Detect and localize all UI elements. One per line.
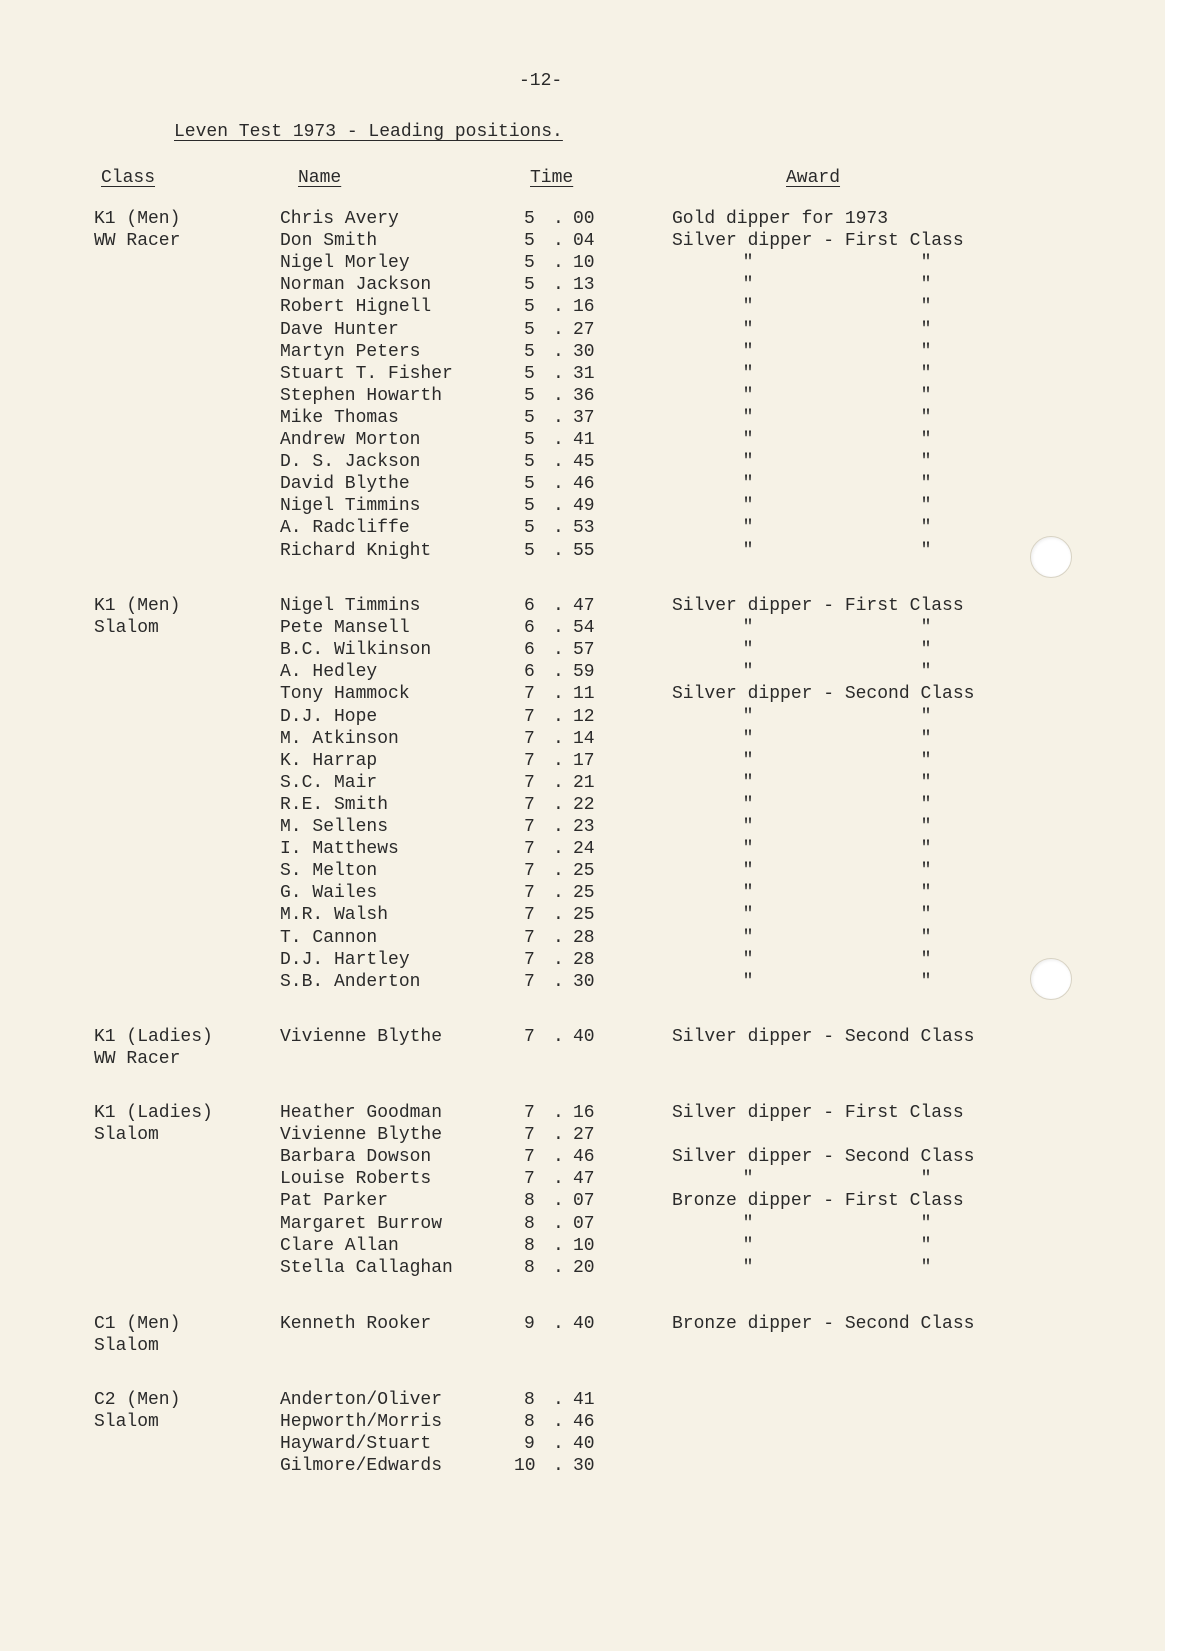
ditto-mark: " xyxy=(920,319,932,340)
time-minutes: 7 xyxy=(524,927,535,948)
competitor-name: Barbara Dowson xyxy=(280,1147,432,1168)
time-seconds: 25 xyxy=(573,883,595,904)
time-minutes: 7 xyxy=(524,750,535,771)
ditto-mark: " xyxy=(742,363,754,384)
competitor-name: Margaret Burrow xyxy=(280,1213,443,1234)
time-seconds: 10 xyxy=(573,253,595,274)
competitor-name: Vivienne Blythe xyxy=(280,1125,443,1146)
time-separator: . xyxy=(553,430,564,450)
time-separator: . xyxy=(553,662,564,683)
class-label: K1 (Men) xyxy=(94,209,181,229)
time-seconds: 30 xyxy=(573,341,595,362)
time-seconds: 22 xyxy=(573,794,595,815)
time-minutes: 7 xyxy=(524,839,535,860)
time-minutes: 6 xyxy=(524,618,535,639)
time-minutes: 5 xyxy=(524,275,535,296)
time-minutes: 5 xyxy=(524,253,535,274)
ditto-mark: " xyxy=(742,540,754,561)
competitor-name: Hayward/Stuart xyxy=(280,1434,432,1455)
time-separator: . xyxy=(553,385,564,406)
competitor-name: M.R. Walsh xyxy=(280,905,389,926)
time-separator: . xyxy=(553,297,564,318)
competitor-name: Stella Callaghan xyxy=(280,1257,453,1278)
time-separator: . xyxy=(553,596,564,616)
time-separator: . xyxy=(553,518,564,539)
time-minutes: 8 xyxy=(524,1412,535,1433)
time-minutes: 7 xyxy=(524,883,535,904)
time-separator: . xyxy=(553,1314,564,1334)
ditto-mark: " xyxy=(742,794,754,815)
time-minutes: 5 xyxy=(524,430,535,450)
time-minutes: 8 xyxy=(524,1235,535,1256)
competitor-name: Pete Mansell xyxy=(280,618,410,639)
header-award: Award xyxy=(786,168,841,188)
competitor-name: B.C. Wilkinson xyxy=(280,640,432,661)
time-minutes: 7 xyxy=(524,1027,535,1047)
ditto-mark: " xyxy=(742,905,754,926)
class-label: WW Racer xyxy=(94,1049,181,1070)
time-seconds: 13 xyxy=(573,275,595,296)
time-seconds: 27 xyxy=(573,319,595,340)
competitor-name: Louise Roberts xyxy=(280,1169,432,1190)
ditto-mark: " xyxy=(920,341,932,362)
time-seconds: 37 xyxy=(573,407,595,428)
ditto-mark: " xyxy=(920,496,932,517)
time-separator: . xyxy=(553,540,564,561)
time-separator: . xyxy=(553,861,564,882)
time-minutes: 7 xyxy=(524,772,535,793)
time-seconds: 07 xyxy=(573,1191,595,1212)
competitor-name: Andrew Morton xyxy=(280,430,421,450)
time-minutes: 5 xyxy=(524,319,535,340)
time-seconds: 40 xyxy=(573,1027,595,1047)
competitor-name: Dave Hunter xyxy=(280,319,399,340)
class-label: K1 (Ladies) xyxy=(94,1027,213,1047)
ditto-mark: " xyxy=(742,319,754,340)
competitor-name: Nigel Morley xyxy=(280,253,410,274)
competitor-name: Nigel Timmins xyxy=(280,596,421,616)
competitor-name: Stuart T. Fisher xyxy=(280,363,453,384)
time-minutes: 7 xyxy=(524,971,535,992)
ditto-mark: " xyxy=(742,927,754,948)
ditto-mark: " xyxy=(920,540,932,561)
class-label: K1 (Ladies) xyxy=(94,1103,213,1123)
time-separator: . xyxy=(553,275,564,296)
ditto-mark: " xyxy=(920,640,932,661)
time-seconds: 54 xyxy=(573,618,595,639)
time-seconds: 16 xyxy=(573,1103,595,1123)
time-minutes: 7 xyxy=(524,1147,535,1168)
ditto-mark: " xyxy=(742,518,754,539)
time-separator: . xyxy=(553,231,564,252)
time-separator: . xyxy=(553,927,564,948)
header-class: Class xyxy=(101,168,156,188)
time-minutes: 5 xyxy=(524,540,535,561)
time-seconds: 40 xyxy=(573,1314,595,1334)
ditto-mark: " xyxy=(920,817,932,837)
ditto-mark: " xyxy=(920,1213,932,1234)
class-label: C1 (Men) xyxy=(94,1314,181,1334)
time-minutes: 7 xyxy=(524,1169,535,1190)
time-seconds: 30 xyxy=(573,971,595,992)
award-text: Silver dipper - Second Class xyxy=(672,1027,975,1047)
competitor-name: Pat Parker xyxy=(280,1191,389,1212)
time-minutes: 7 xyxy=(524,1103,535,1123)
ditto-mark: " xyxy=(920,839,932,860)
competitor-name: Clare Allan xyxy=(280,1235,399,1256)
time-minutes: 8 xyxy=(524,1213,535,1234)
time-separator: . xyxy=(553,1390,564,1410)
page-title: Leven Test 1973 - Leading positions. xyxy=(174,122,563,142)
time-seconds: 47 xyxy=(573,596,595,616)
ditto-mark: " xyxy=(742,1257,754,1278)
time-seconds: 30 xyxy=(573,1456,595,1477)
ditto-mark: " xyxy=(742,618,754,639)
ditto-mark: " xyxy=(920,430,932,450)
ditto-mark: " xyxy=(742,275,754,296)
ditto-mark: " xyxy=(920,905,932,926)
competitor-name: S.B. Anderton xyxy=(280,971,421,992)
ditto-mark: " xyxy=(920,253,932,274)
ditto-mark: " xyxy=(742,385,754,406)
time-seconds: 53 xyxy=(573,518,595,539)
time-separator: . xyxy=(553,1103,564,1123)
time-separator: . xyxy=(553,319,564,340)
award-text: Silver dipper - First Class xyxy=(672,231,964,252)
time-separator: . xyxy=(553,407,564,428)
time-seconds: 14 xyxy=(573,728,595,749)
time-separator: . xyxy=(553,640,564,661)
time-separator: . xyxy=(553,474,564,495)
ditto-mark: " xyxy=(920,750,932,771)
award-text: Silver dipper - Second Class xyxy=(672,1147,975,1168)
time-seconds: 55 xyxy=(573,540,595,561)
ditto-mark: " xyxy=(742,640,754,661)
time-minutes: 8 xyxy=(524,1191,535,1212)
time-seconds: 20 xyxy=(573,1257,595,1278)
time-separator: . xyxy=(553,817,564,837)
class-label: C2 (Men) xyxy=(94,1390,181,1410)
ditto-mark: " xyxy=(742,297,754,318)
class-label: Slalom xyxy=(94,1412,159,1433)
time-seconds: 24 xyxy=(573,839,595,860)
time-separator: . xyxy=(553,1147,564,1168)
time-minutes: 5 xyxy=(524,341,535,362)
time-minutes: 5 xyxy=(524,518,535,539)
time-minutes: 7 xyxy=(524,728,535,749)
time-minutes: 6 xyxy=(524,640,535,661)
ditto-mark: " xyxy=(920,452,932,473)
time-separator: . xyxy=(553,253,564,274)
ditto-mark: " xyxy=(742,253,754,274)
competitor-name: David Blythe xyxy=(280,474,410,495)
competitor-name: Hepworth/Morris xyxy=(280,1412,443,1433)
ditto-mark: " xyxy=(920,1257,932,1278)
competitor-name: M. Sellens xyxy=(280,817,389,837)
time-seconds: 10 xyxy=(573,1235,595,1256)
time-separator: . xyxy=(553,452,564,473)
time-minutes: 9 xyxy=(524,1314,535,1334)
time-separator: . xyxy=(553,839,564,860)
competitor-name: Norman Jackson xyxy=(280,275,432,296)
time-seconds: 46 xyxy=(573,1147,595,1168)
time-minutes: 7 xyxy=(524,706,535,727)
ditto-mark: " xyxy=(742,407,754,428)
competitor-name: Chris Avery xyxy=(280,209,399,229)
time-seconds: 12 xyxy=(573,706,595,727)
class-label: Slalom xyxy=(94,618,159,639)
ditto-mark: " xyxy=(742,1235,754,1256)
ditto-mark: " xyxy=(742,728,754,749)
punch-hole xyxy=(1030,536,1072,578)
time-separator: . xyxy=(553,772,564,793)
time-seconds: 11 xyxy=(573,684,595,705)
ditto-mark: " xyxy=(742,817,754,837)
time-minutes: 5 xyxy=(524,209,535,229)
ditto-mark: " xyxy=(742,430,754,450)
time-separator: . xyxy=(553,706,564,727)
time-separator: . xyxy=(553,684,564,705)
time-separator: . xyxy=(553,1125,564,1146)
ditto-mark: " xyxy=(742,772,754,793)
ditto-mark: " xyxy=(920,971,932,992)
award-text: Bronze dipper - First Class xyxy=(672,1191,964,1212)
competitor-name: Don Smith xyxy=(280,231,378,252)
time-seconds: 45 xyxy=(573,452,595,473)
time-minutes: 5 xyxy=(524,297,535,318)
time-separator: . xyxy=(553,794,564,815)
time-minutes: 5 xyxy=(524,363,535,384)
time-seconds: 41 xyxy=(573,1390,595,1410)
time-separator: . xyxy=(553,728,564,749)
header-name: Name xyxy=(298,168,342,188)
competitor-name: G. Wailes xyxy=(280,883,378,904)
time-separator: . xyxy=(553,1027,564,1047)
award-text: Silver dipper - First Class xyxy=(672,596,964,616)
time-separator: . xyxy=(553,1169,564,1190)
competitor-name: Vivienne Blythe xyxy=(280,1027,443,1047)
time-minutes: 7 xyxy=(524,1125,535,1146)
time-seconds: 36 xyxy=(573,385,595,406)
time-seconds: 59 xyxy=(573,662,595,683)
competitor-name: R.E. Smith xyxy=(280,794,389,815)
ditto-mark: " xyxy=(920,518,932,539)
time-seconds: 28 xyxy=(573,949,595,970)
time-separator: . xyxy=(553,883,564,904)
class-label: Slalom xyxy=(94,1125,159,1146)
ditto-mark: " xyxy=(920,883,932,904)
competitor-name: I. Matthews xyxy=(280,839,399,860)
ditto-mark: " xyxy=(742,1213,754,1234)
time-seconds: 40 xyxy=(573,1434,595,1455)
competitor-name: M. Atkinson xyxy=(280,728,399,749)
time-separator: . xyxy=(553,1434,564,1455)
time-minutes: 5 xyxy=(524,407,535,428)
time-separator: . xyxy=(553,618,564,639)
time-minutes: 7 xyxy=(524,861,535,882)
time-seconds: 04 xyxy=(573,231,595,252)
competitor-name: A. Radcliffe xyxy=(280,518,410,539)
competitor-name: Mike Thomas xyxy=(280,407,399,428)
time-minutes: 9 xyxy=(524,1434,535,1455)
ditto-mark: " xyxy=(920,1235,932,1256)
time-minutes: 7 xyxy=(524,949,535,970)
time-seconds: 49 xyxy=(573,496,595,517)
award-text: Gold dipper for 1973 xyxy=(672,209,889,229)
time-seconds: 16 xyxy=(573,297,595,318)
competitor-name: Kenneth Rooker xyxy=(280,1314,432,1334)
competitor-name: D. S. Jackson xyxy=(280,452,421,473)
ditto-mark: " xyxy=(742,839,754,860)
ditto-mark: " xyxy=(742,662,754,683)
time-seconds: 27 xyxy=(573,1125,595,1146)
ditto-mark: " xyxy=(920,1169,932,1190)
time-seconds: 28 xyxy=(573,927,595,948)
ditto-mark: " xyxy=(920,861,932,882)
competitor-name: Stephen Howarth xyxy=(280,385,443,406)
ditto-mark: " xyxy=(742,474,754,495)
ditto-mark: " xyxy=(920,728,932,749)
time-seconds: 07 xyxy=(573,1213,595,1234)
time-minutes: 10 xyxy=(514,1456,536,1477)
competitor-name: S.C. Mair xyxy=(280,772,378,793)
ditto-mark: " xyxy=(742,1169,754,1190)
time-seconds: 23 xyxy=(573,817,595,837)
time-seconds: 17 xyxy=(573,750,595,771)
time-separator: . xyxy=(553,1235,564,1256)
ditto-mark: " xyxy=(742,883,754,904)
award-text: Bronze dipper - Second Class xyxy=(672,1314,975,1334)
time-seconds: 46 xyxy=(573,474,595,495)
competitor-name: D.J. Hope xyxy=(280,706,378,727)
time-seconds: 21 xyxy=(573,772,595,793)
ditto-mark: " xyxy=(920,772,932,793)
competitor-name: Heather Goodman xyxy=(280,1103,443,1123)
time-minutes: 7 xyxy=(524,794,535,815)
competitor-name: D.J. Hartley xyxy=(280,949,410,970)
time-minutes: 6 xyxy=(524,662,535,683)
time-separator: . xyxy=(553,971,564,992)
competitor-name: Nigel Timmins xyxy=(280,496,421,517)
time-minutes: 8 xyxy=(524,1257,535,1278)
time-separator: . xyxy=(553,1191,564,1212)
ditto-mark: " xyxy=(920,927,932,948)
time-minutes: 5 xyxy=(524,452,535,473)
time-seconds: 57 xyxy=(573,640,595,661)
time-seconds: 31 xyxy=(573,363,595,384)
time-minutes: 7 xyxy=(524,684,535,705)
ditto-mark: " xyxy=(920,949,932,970)
time-separator: . xyxy=(553,341,564,362)
time-separator: . xyxy=(553,905,564,926)
ditto-mark: " xyxy=(920,385,932,406)
ditto-mark: " xyxy=(742,750,754,771)
ditto-mark: " xyxy=(742,341,754,362)
competitor-name: Gilmore/Edwards xyxy=(280,1456,443,1477)
time-minutes: 7 xyxy=(524,817,535,837)
competitor-name: Martyn Peters xyxy=(280,341,421,362)
time-seconds: 25 xyxy=(573,905,595,926)
award-text: Silver dipper - First Class xyxy=(672,1103,964,1123)
time-separator: . xyxy=(553,1213,564,1234)
time-separator: . xyxy=(553,363,564,384)
ditto-mark: " xyxy=(920,794,932,815)
time-minutes: 6 xyxy=(524,596,535,616)
ditto-mark: " xyxy=(742,861,754,882)
award-text: Silver dipper - Second Class xyxy=(672,684,975,705)
time-minutes: 5 xyxy=(524,474,535,495)
time-separator: . xyxy=(553,209,564,229)
time-minutes: 5 xyxy=(524,496,535,517)
class-label: WW Racer xyxy=(94,231,181,252)
competitor-name: Anderton/Oliver xyxy=(280,1390,443,1410)
competitor-name: K. Harrap xyxy=(280,750,378,771)
time-separator: . xyxy=(553,750,564,771)
ditto-mark: " xyxy=(920,662,932,683)
ditto-mark: " xyxy=(920,407,932,428)
ditto-mark: " xyxy=(920,275,932,296)
ditto-mark: " xyxy=(742,949,754,970)
ditto-mark: " xyxy=(920,706,932,727)
time-separator: . xyxy=(553,1456,564,1477)
competitor-name: T. Cannon xyxy=(280,927,378,948)
competitor-name: Tony Hammock xyxy=(280,684,410,705)
competitor-name: A. Hedley xyxy=(280,662,378,683)
time-seconds: 41 xyxy=(573,430,595,450)
time-separator: . xyxy=(553,1412,564,1433)
time-separator: . xyxy=(553,1257,564,1278)
ditto-mark: " xyxy=(742,706,754,727)
ditto-mark: " xyxy=(920,363,932,384)
time-minutes: 7 xyxy=(524,905,535,926)
page-number: -12- xyxy=(519,71,563,91)
ditto-mark: " xyxy=(742,971,754,992)
class-label: K1 (Men) xyxy=(94,596,181,616)
time-separator: . xyxy=(553,496,564,517)
time-seconds: 00 xyxy=(573,209,595,229)
class-label: Slalom xyxy=(94,1336,159,1357)
ditto-mark: " xyxy=(920,297,932,318)
ditto-mark: " xyxy=(920,618,932,639)
time-seconds: 46 xyxy=(573,1412,595,1433)
competitor-name: Robert Hignell xyxy=(280,297,432,318)
competitor-name: S. Melton xyxy=(280,861,378,882)
time-separator: . xyxy=(553,949,564,970)
ditto-mark: " xyxy=(742,452,754,473)
ditto-mark: " xyxy=(920,474,932,495)
time-minutes: 5 xyxy=(524,231,535,252)
time-seconds: 47 xyxy=(573,1169,595,1190)
competitor-name: Richard Knight xyxy=(280,540,432,561)
punch-hole xyxy=(1030,958,1072,1000)
ditto-mark: " xyxy=(742,496,754,517)
header-time: Time xyxy=(530,168,574,188)
time-minutes: 5 xyxy=(524,385,535,406)
time-minutes: 8 xyxy=(524,1390,535,1410)
time-seconds: 25 xyxy=(573,861,595,882)
